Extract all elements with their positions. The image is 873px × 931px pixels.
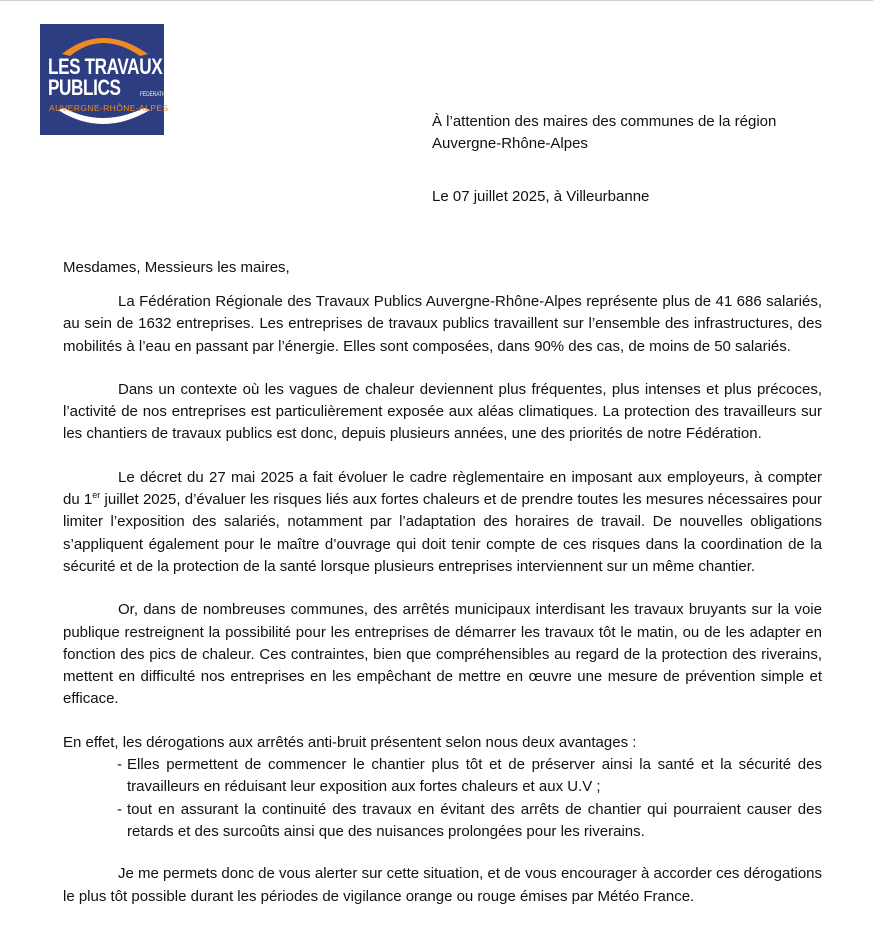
bullet-dash: - xyxy=(117,756,122,774)
paragraph-municipal-orders: Or, dans de nombreuses communes, des arrêtés municipaux interdisant les travaux bruyants sur la voie publique restreignent la possibilité pour les entreprises de démarrer les travaux tôt le matin, ou de les adapter en fonction des pics de chaleur. Ces contraintes, bien que compréhensibles au regard de la protection des riverains, mettent en difficulté nos entreprises en les empêchant de mettre en œuvre une mesure de prévention simple et efficace. xyxy=(63,601,822,708)
recipient-block xyxy=(432,111,776,155)
paragraph-advantages-intro: En effet, les dérogations aux arrêtés anti-bruit présentent selon nous deux avantages : xyxy=(63,733,637,751)
letter-body xyxy=(63,257,822,929)
paragraph-context: Dans un contexte où les vagues de chaleur deviennent plus fréquentes, plus intenses et plus précoces, l’activité de nos entreprises est particulièrement exposée aux aléas climatiques. La protection des travailleurs sur les chantiers de travaux publics est donc, depuis plusieurs années, une des priorités de notre Fédération. xyxy=(63,380,822,443)
list-item-text: Elles permettent de commencer le chantier plus tôt et de préserver ainsi la santé et la sécurité des travailleurs en réduisant leur exposition aux fortes chaleurs et aux U.V ; xyxy=(127,756,822,796)
list-item xyxy=(63,754,822,799)
decree-text-end: juillet 2025, d’évaluer les risques liés aux fortes chaleurs et de prendre toutes les mesures nécessaires pour limiter l’exposition des salariés, notamment par l’adaptation des horaires de travail. De nouvelles obligations s’appliquent également pour le maître d’ouvrage qui doit tenir compte de ces risques dans la coordination de la sécurité et de la protection de la santé lorsque plusieurs entreprises interviennent sur un même chantier. xyxy=(63,491,822,575)
list-item-text: tout en assurant la continuité des travaux en évitant des arrêts de chantier qui pourraient causer des retards et des surcoûts ainsi que des nuisances prolongées pour les riverains. xyxy=(127,800,822,840)
bullet-dash: - xyxy=(117,800,122,818)
list-item xyxy=(63,799,822,844)
decree-superscript: er xyxy=(92,490,101,501)
logo-federation: FÉDÉRATION xyxy=(140,92,171,98)
federation-logo xyxy=(40,24,171,135)
advantages-list xyxy=(63,754,822,843)
date-line: Le 07 juillet 2025, à Villeurbanne xyxy=(432,188,650,205)
logo-line2: PUBLICS xyxy=(48,75,121,100)
logo-line1: LES TRAVAUX xyxy=(48,54,163,79)
paragraph-request: Je me permets donc de vous alerter sur cette situation, et de vous encourager à accorder ces dérogations le plus tôt possible durant les périodes de vigilance orange ou rouge émises par Météo France. xyxy=(63,865,822,905)
top-border xyxy=(0,0,873,1)
decree-text-start: Le décret du 27 mai 2025 a fait évoluer le cadre règlementaire en imposant aux employeurs, à compter du 1 xyxy=(63,468,822,509)
logo-region: AUVERGNE-RHÔNE-ALPES xyxy=(49,103,169,113)
recipient-line1: À l’attention des maires des communes de la région xyxy=(432,113,777,130)
paragraph-federation: La Fédération Régionale des Travaux Publics Auvergne-Rhône-Alpes représente plus de 41 686 salariés, au sein de 1632 entreprises. Les entreprises de travaux publics travaillent sur l’ensemble des infrastructures, des mobilités à l’eau en passant par l’énergie. Elles sont composées, dans 90% des cas, de moins de 50 salariés. xyxy=(63,293,822,355)
recipient-line2: Auvergne-Rhône-Alpes xyxy=(432,135,588,152)
paragraph-decree xyxy=(63,467,822,578)
greeting: Mesdames, Messieurs les maires, xyxy=(63,259,290,276)
